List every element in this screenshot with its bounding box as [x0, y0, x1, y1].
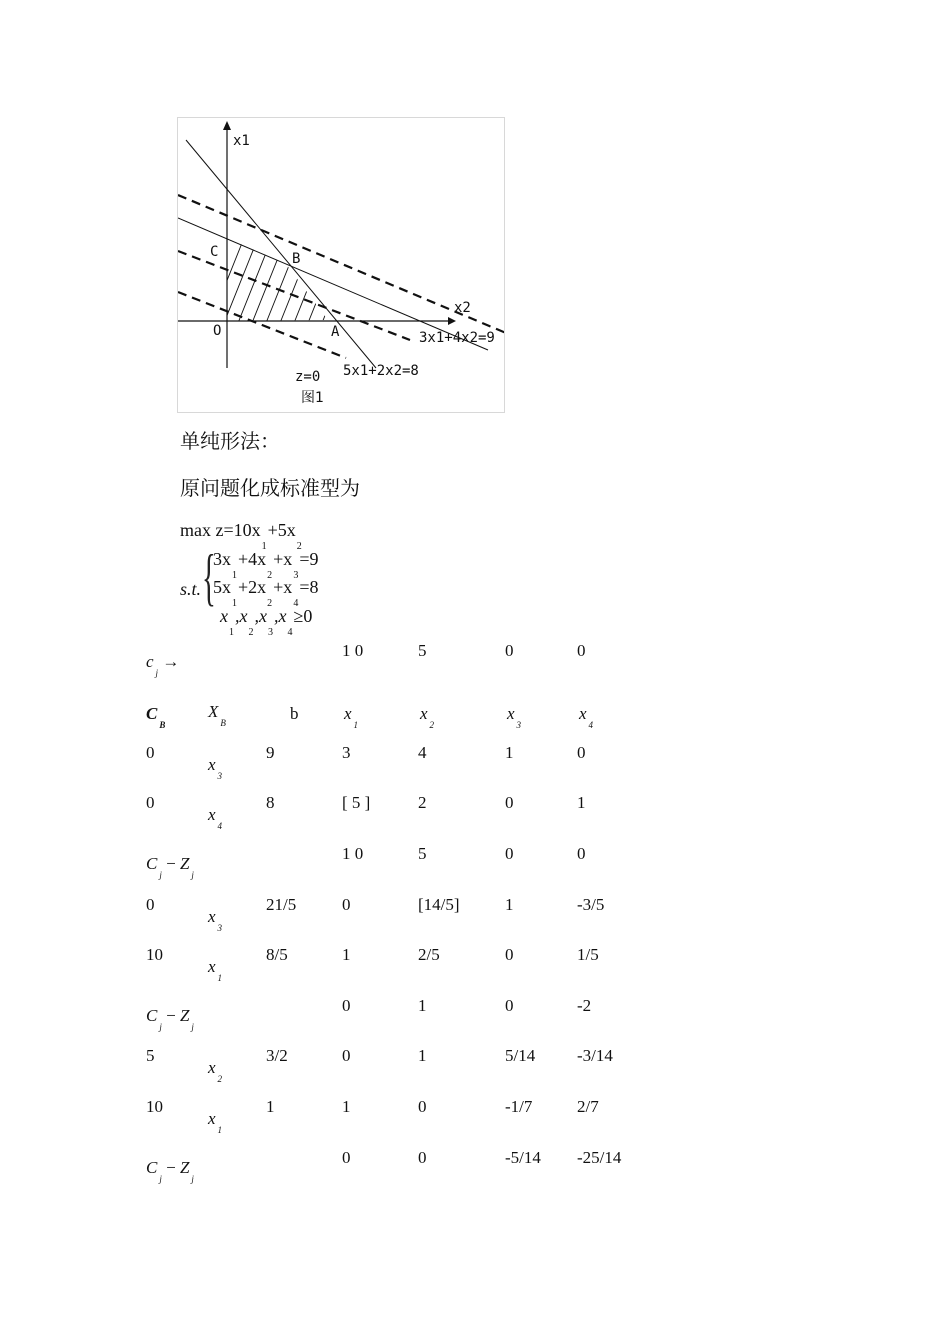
row5-x4: -3/14 [577, 1046, 613, 1065]
cz-label-1: $C_j - Z_j$ [146, 854, 194, 880]
row3-xb: $x_3$ [208, 907, 223, 933]
row5-cb: 5 [146, 1046, 155, 1065]
row4-b: 8/5 [266, 945, 288, 964]
row2-xb: $x_4$ [208, 805, 223, 831]
constraint-2: $5x_1+2x_2+x_4=8$ [213, 577, 319, 609]
row3-cb: 0 [146, 895, 155, 914]
row3-b: 21/5 [266, 895, 297, 914]
x2-axis-arrow [448, 317, 456, 325]
point-label-c: C [210, 244, 219, 260]
row1-xb: $x_3$ [208, 755, 223, 781]
axis-label-x2: x2 [454, 300, 471, 316]
header-x4: $x_4$ [579, 704, 594, 730]
header-x2: $x_2$ [420, 704, 435, 730]
row4-x1: 1 [342, 945, 351, 964]
cj-value-x2: 5 [418, 641, 427, 660]
heading-standard-form: 原问题化成标准型为 [180, 476, 360, 500]
row2-x1-pivot: [ 5 ] [342, 793, 371, 812]
cz-label-2: $C_j - Z_j$ [146, 1006, 194, 1032]
row6-x3: -1/7 [505, 1097, 533, 1116]
cz1-x1: 1 0 [342, 844, 364, 863]
row6-x2: 0 [418, 1097, 427, 1116]
row4-x3: 0 [505, 945, 514, 964]
cz3-x2: 0 [418, 1148, 427, 1167]
row5-xb: $x_2$ [208, 1058, 223, 1084]
cz-label-3: $C_j - Z_j$ [146, 1158, 194, 1184]
row2-x2: 2 [418, 793, 427, 812]
cj-value-x4: 0 [577, 641, 586, 660]
cz2-x2: 1 [418, 996, 427, 1015]
row6-x1: 1 [342, 1097, 351, 1116]
row2-cb: 0 [146, 793, 155, 812]
row6-x4: 2/7 [577, 1097, 599, 1116]
row5-x1: 0 [342, 1046, 351, 1065]
x1-axis-arrow [223, 121, 231, 130]
row5-x3: 5/14 [505, 1046, 536, 1065]
row5-b: 3/2 [266, 1046, 288, 1065]
row3-x3: 1 [505, 895, 514, 914]
row1-x1: 3 [342, 743, 351, 762]
cj-label: $c_j$ → [146, 652, 180, 678]
row3-x2-pivot: [14/5] [418, 895, 460, 914]
cz2-x1: 0 [342, 996, 351, 1015]
point-label-a: A [331, 324, 340, 340]
constraint-1: $3x_1+4x_2+x_3=9$ [213, 549, 319, 581]
row1-cb: 0 [146, 743, 155, 762]
cz1-x3: 0 [505, 844, 514, 863]
header-b: b [290, 704, 299, 723]
cz1-x4: 0 [577, 844, 586, 863]
heading-simplex-method: 单纯形法： [180, 429, 280, 453]
line-label-5x1-2x2: 5x1+2x2=8 [343, 363, 419, 379]
row5-x2: 1 [418, 1046, 427, 1065]
row6-xb: $x_1$ [208, 1109, 223, 1135]
point-label-b: B [292, 251, 301, 267]
header-x1: $x_1$ [344, 704, 359, 730]
line-label-3x1-4x2: 3x1+4x2=9 [419, 330, 495, 346]
row4-x2: 2/5 [418, 945, 440, 964]
cj-value-x3: 0 [505, 641, 514, 660]
cz3-x4: -25/14 [577, 1148, 622, 1167]
cz3-x1: 0 [342, 1148, 351, 1167]
row6-b: 1 [266, 1097, 275, 1116]
row1-x3: 1 [505, 743, 514, 762]
subject-to-label: s.t. [180, 579, 202, 599]
objective-function: $\max z=10x_1+5x_2$ [180, 520, 302, 552]
line-label-z0: z=0 [295, 369, 321, 385]
row3-x1: 0 [342, 895, 351, 914]
header-x3: $x_3$ [507, 704, 522, 730]
axis-label-x1: x1 [233, 133, 250, 149]
row4-cb: 10 [146, 945, 163, 964]
lp-graph-svg [178, 118, 504, 412]
header-xb: $X_B$ [208, 702, 226, 728]
header-cb: $C_B$ [146, 704, 166, 730]
row1-x2: 4 [418, 743, 427, 762]
constraint-brace: { [202, 541, 216, 612]
row1-b: 9 [266, 743, 275, 762]
lp-graph-figure [177, 117, 505, 413]
row4-x4: 1/5 [577, 945, 599, 964]
row6-cb: 10 [146, 1097, 163, 1116]
cj-value-x1: 1 0 [342, 641, 364, 660]
row1-x4: 0 [577, 743, 586, 762]
cz2-x3: 0 [505, 996, 514, 1015]
row2-x4: 1 [577, 793, 586, 812]
row4-xb: $x_1$ [208, 957, 223, 983]
row2-b: 8 [266, 793, 275, 812]
point-label-o: O [213, 323, 222, 339]
constraint-nonnegativity: $x_1,x_2,x_3,x_4\ge 0$ [220, 606, 313, 638]
row3-x4: -3/5 [577, 895, 605, 914]
cz1-x2: 5 [418, 844, 427, 863]
figure-caption: 图1 [301, 390, 324, 406]
cz3-x3: -5/14 [505, 1148, 541, 1167]
row2-x3: 0 [505, 793, 514, 812]
cz2-x4: -2 [577, 996, 592, 1015]
